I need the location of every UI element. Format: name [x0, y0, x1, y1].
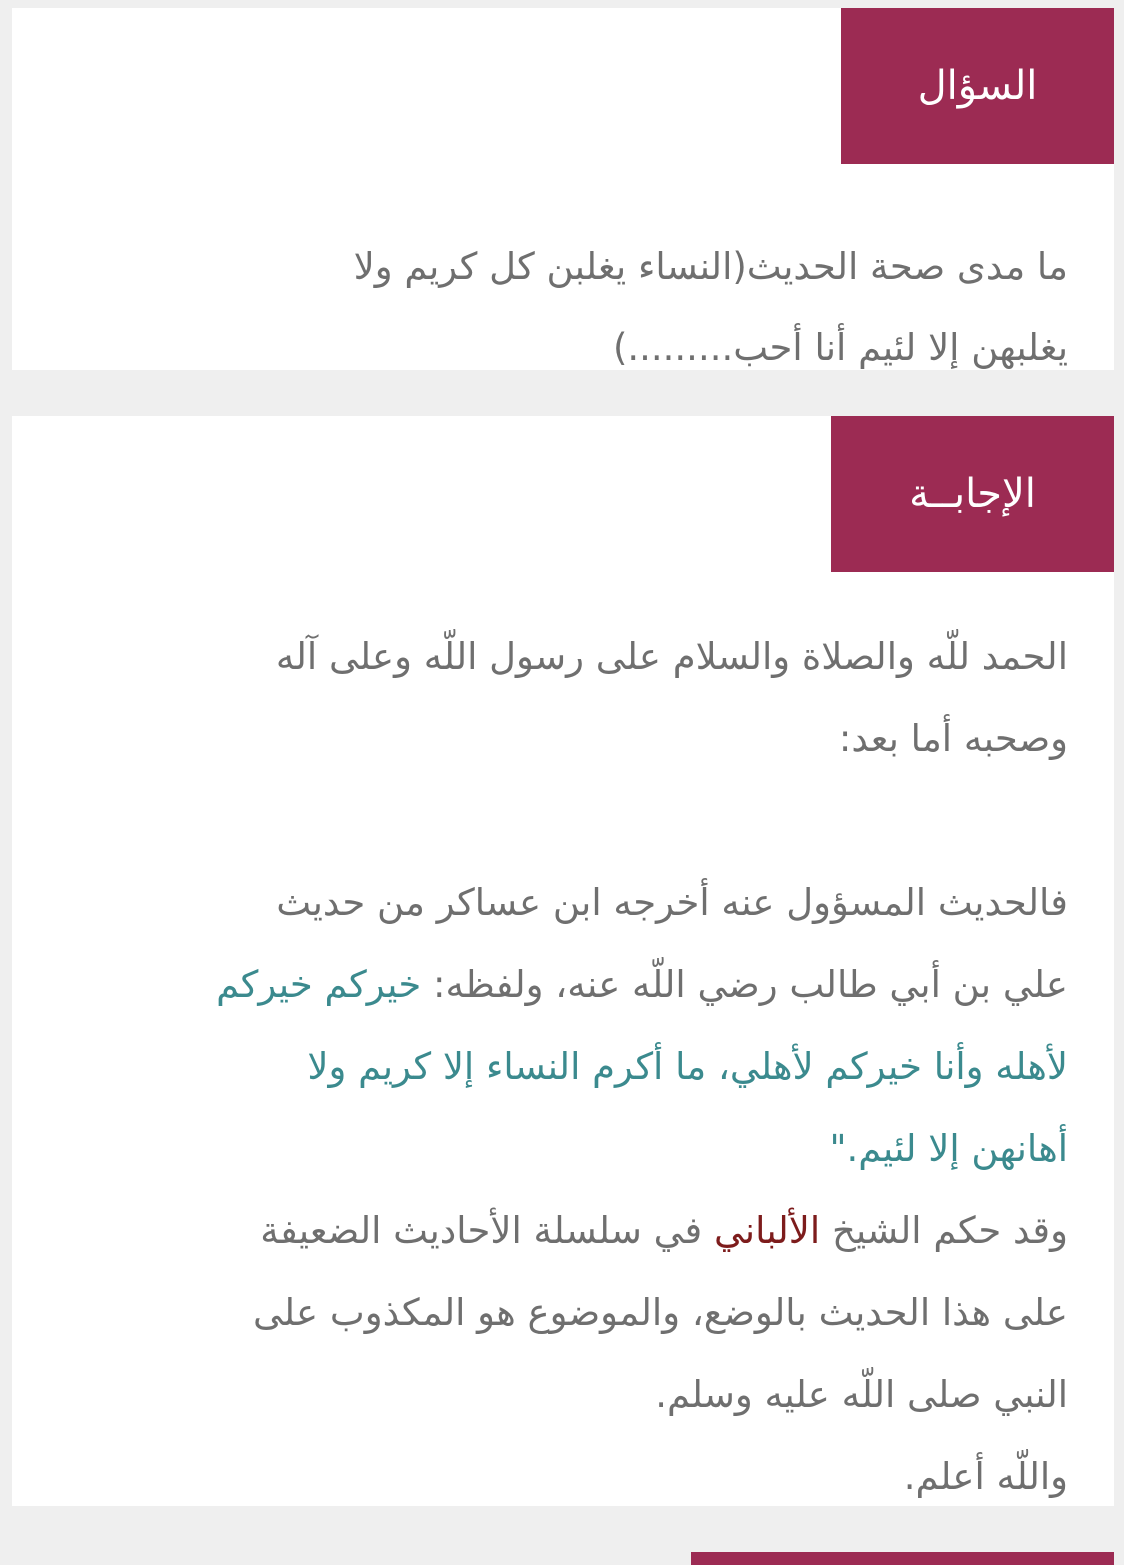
question-card: [12, 8, 1114, 370]
ruling-line-3: النبي صلى اللّه عليه وسلم.: [655, 1373, 1068, 1416]
hadith-text-start: خيركم خيركم: [216, 963, 422, 1006]
answer-body: [56, 616, 1068, 1518]
answer-card: [12, 416, 1114, 1506]
question-body: [56, 226, 1068, 388]
answer-hadith-intro-line: [56, 944, 1068, 1026]
ruling-text-after: في سلسلة الأحاديث الضعيفة: [260, 1209, 714, 1252]
ruling-line-2: على هذا الحديث بالوضع، والموضوع هو المكذوب على: [252, 1291, 1068, 1334]
answer-intro-line-1: الحمد للّه والصلاة والسلام على رسول اللّه وعلى آله: [275, 635, 1068, 678]
question-header: [841, 8, 1114, 164]
ruling-text-before: وقد حكم الشيخ: [820, 1209, 1068, 1252]
question-line-1: ما مدى صحة الحديث(النساء يغلبن كل كريم ولا: [353, 245, 1068, 288]
answer-intro-line-2: وصحبه أما بعد:: [838, 717, 1068, 760]
question-title: السؤال: [917, 63, 1038, 109]
question-line-2: يغلبهن إلا لئيم أنا أحب.........): [612, 326, 1068, 369]
paragraph-spacer: [56, 780, 1068, 862]
hadith-text-end: أهانهن إلا لئيم.": [829, 1127, 1068, 1170]
answer-hadith-source-line: فالحديث المسؤول عنه أخرجه ابن عساكر من حديث: [276, 881, 1068, 924]
answer-title: الإجابــة: [909, 471, 1036, 517]
hadith-text-middle: لأهله وأنا خيركم لأهلي، ما أكرم النساء إلا كريم ولا: [307, 1045, 1068, 1088]
answer-header: [831, 416, 1114, 572]
ruling-line-1: [56, 1190, 1068, 1272]
scholar-name: الألباني: [713, 1209, 821, 1252]
hadith-narrator-text: علي بن أبي طالب رضي اللّه عنه، ولفظه:: [421, 963, 1068, 1006]
closing-line: واللّه أعلم.: [903, 1455, 1068, 1498]
next-section-header: [691, 1552, 1114, 1565]
